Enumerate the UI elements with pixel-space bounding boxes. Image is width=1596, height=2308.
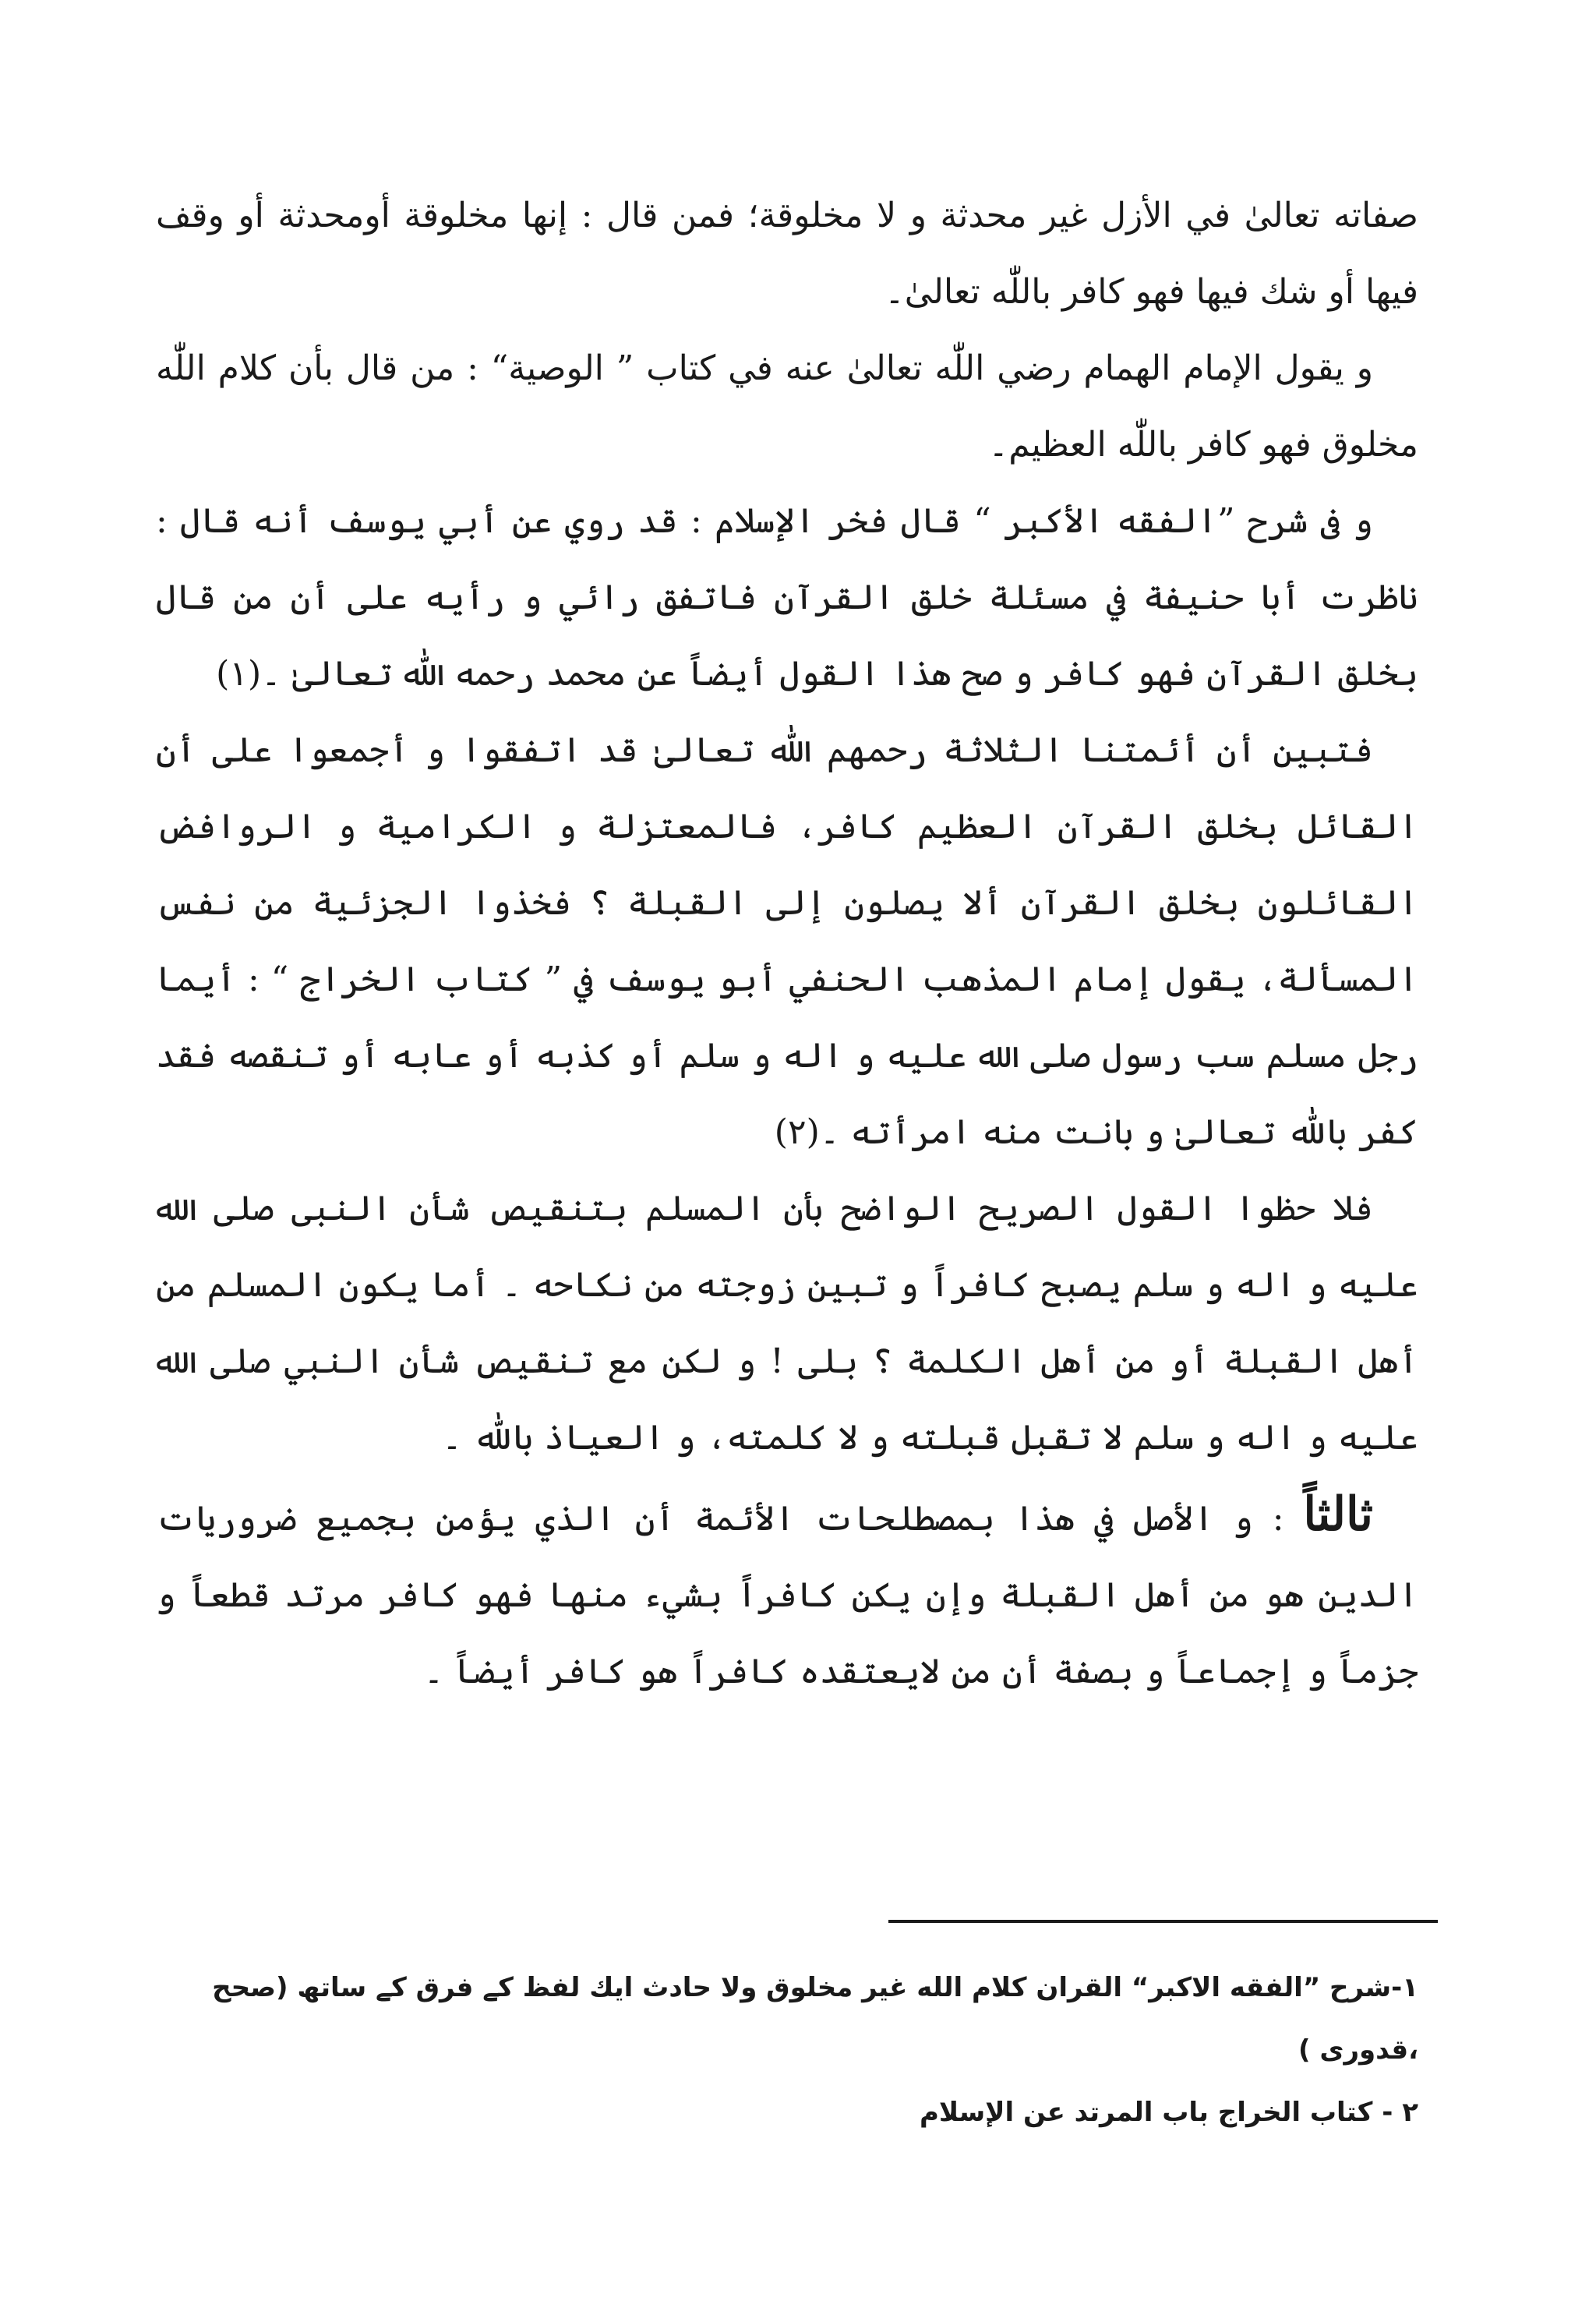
footnote-separator: [888, 1920, 1438, 1923]
main-text: [156, 178, 1418, 1710]
paragraph-4: فتبين أن أئمتنا الثلاثة رحمهم اللّٰه تعالىٰ قد اتفقوا و أجمعوا على أن القائل بخلق القرآن العظيم كافر، فالمعتزلة و الكرامية و الروافض القائلون بخلق القرآن ألا يصلون إلى القبلة ؟ فخذوا الجزئية من نفس المسألة، يقول إمام المذهب الحنفي أبو يوسف في ” كتاب الخراج “ : أيما رجل مسلم سب رسول صلى الله عليه و اله و سلم أو كذبه أو عابه أو تنقصه فقد كفر باللّٰه تعالىٰ و بانت منه امرأته ۔(٢): [156, 730, 1418, 1152]
paragraph-1: صفاته تعالىٰ في الأزل غير محدثة و لا مخلوقة؛ فمن قال : إنها مخلوقة أومحدثة أو وقف فيها أو شك فيها فهو كافر باللّٰه تعالىٰ۔: [156, 196, 1418, 312]
footnote-1: ١-شرح ”الفقه الاكبر“ القران كلام الله غير مخلوق ولا حادث ایك لفظ كے فرق كے ساتھ (صحح ،قدوری ): [212, 1972, 1418, 2066]
footnote-2: ٢ - كتاب الخراج باب المرتد عن الإسلام: [920, 2097, 1418, 2128]
paragraph-3: و فی شرح ”الفقه الأكبر “ قال فخر الإسلام : قد روي عن أبي يوسف أنه قال : ناظرت أبا حنيفة في مسئلة خلق القرآن فاتفق رائي و رأيه على أن من قال بخلق القرآن فهو كافر و صح هذا القول أيضاً عن محمد رحمه اللّٰه تعالىٰ ۔(١): [156, 501, 1418, 694]
paragraph-5: فلا حظوا القول الصريح الواضح بأن المسلم بتنقيص شأن النبى صلى الله عليه و اله و سلم يصبح كافراً و تبين زوجته من نكاحه ۔ أما يكون المسلم من أهل القبلة أو من أهل الكلمة ؟ بلى ! و لكن مع تنقيص شأن النبي صلى الله عليه و اله و سلم لا تقبل قبلته و لا كلمته، و العياذ باللّٰه ۔: [156, 1189, 1418, 1458]
thaltha-heading: ثالثاً: [1303, 1487, 1373, 1542]
paragraph-2: و يقول الإمام الهمام رضي اللّٰه تعالىٰ عنه في كتاب ” الوصية“ : من قال بأن كلام اللّٰه مخلوق فهو كافر باللّٰه العظيم۔: [156, 348, 1418, 465]
thaltha-text: : و الأصل في هذا بمصطلحات الأئمة أن الذي يؤمن بجميع ضروريات الدين هو من أهل القبلة وإن يكن كافراً بشيء منها فهو كافر مرتد قطعاً و جزماً و إجماعاً و بصفة أن من لايعتقده كافراً هو كافر أيضاً ۔: [156, 1499, 1418, 1691]
paragraph-thaltha: [156, 1476, 1418, 1710]
footnotes: [156, 1956, 1418, 2144]
